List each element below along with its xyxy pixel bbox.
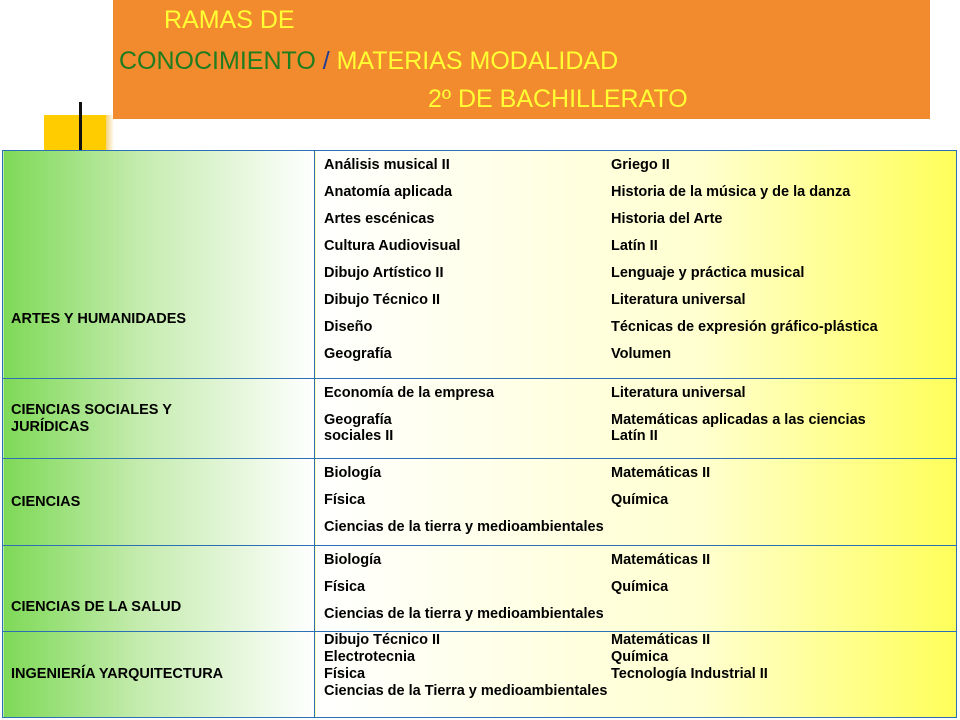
subject-line <box>315 259 956 286</box>
subject-line <box>315 205 956 232</box>
table-row-sociales <box>3 379 957 459</box>
subject-line <box>315 151 956 178</box>
subject-line <box>315 459 956 486</box>
branch-cell <box>3 459 315 546</box>
subject-line <box>315 649 956 666</box>
subjects-cell <box>315 632 957 718</box>
subject-right: Matemáticas aplicadas a las ciencias <box>611 412 866 428</box>
subject-right: Historia de la música y de la danza <box>611 184 851 200</box>
subject-line <box>315 232 956 259</box>
subject-right: Latín II <box>611 238 658 254</box>
subject-left: Dibujo Técnico II <box>324 292 441 308</box>
subject-line <box>315 340 956 367</box>
subject-left: sociales II <box>324 428 394 444</box>
subject-left: Diseño <box>324 319 373 335</box>
title-line-3: 2º DE BACHILLERATO <box>428 85 688 113</box>
branch-cell <box>3 546 315 632</box>
subject-left: Física <box>324 492 366 508</box>
table-row-ciencias <box>3 459 957 546</box>
branch-cell <box>3 151 315 379</box>
subject-right: Historia del Arte <box>611 211 723 227</box>
table-row-artes <box>3 151 957 379</box>
subject-left: Ciencias de la tierra y medioambientales <box>324 519 604 535</box>
subject-right: Química <box>611 579 669 595</box>
subject-left: Ciencias de la Tierra y medioambientales <box>324 683 608 699</box>
branch-label: CIENCIAS SOCIALES Y <box>11 401 172 418</box>
table-row-salud <box>3 546 957 632</box>
decorative-vertical-line <box>79 102 82 150</box>
subject-line <box>315 406 956 428</box>
subject-line <box>315 313 956 340</box>
subject-line <box>315 666 956 683</box>
branch-label: CIENCIAS DE LA SALUD <box>11 599 182 615</box>
subject-left: Biología <box>324 552 382 568</box>
subject-line <box>315 513 956 540</box>
subject-line <box>315 286 956 313</box>
branch-label: CIENCIAS <box>11 493 81 510</box>
subjects-table <box>2 150 957 718</box>
subject-right: Latín II <box>611 428 658 444</box>
subject-right: Química <box>611 492 669 508</box>
subject-left: Geografía <box>324 412 392 428</box>
subject-left: Anatomía aplicada <box>324 184 453 200</box>
subject-left: Dibujo Artístico II <box>324 265 444 281</box>
subject-line <box>315 600 956 627</box>
title-line-2 <box>119 46 618 76</box>
title-banner <box>113 0 930 119</box>
decorative-yellow-square <box>44 115 106 150</box>
subject-line <box>315 428 956 448</box>
subject-left: Artes escénicas <box>324 211 435 227</box>
subject-line <box>315 573 956 600</box>
title-line-1: RAMAS DE <box>164 6 295 34</box>
branch-label: ARTES Y HUMANIDADES <box>11 311 187 327</box>
subjects-cell <box>315 151 957 379</box>
subject-right: Griego II <box>611 157 670 173</box>
subject-right: Volumen <box>611 346 672 362</box>
subject-left: Física <box>324 579 366 595</box>
subject-right: Matemáticas II <box>611 632 711 648</box>
subject-left: Biología <box>324 465 382 481</box>
table-row-ingenieria <box>3 632 957 718</box>
subject-left: Ciencias de la tierra y medioambientales <box>324 606 604 622</box>
subject-right: Literatura universal <box>611 292 746 308</box>
subject-left: Cultura Audiovisual <box>324 238 461 254</box>
subject-right: Lenguaje y práctica musical <box>611 265 805 281</box>
subjects-cell <box>315 459 957 546</box>
subject-left: Análisis musical II <box>324 157 450 173</box>
subject-right: Matemáticas II <box>611 465 711 481</box>
subject-line <box>315 178 956 205</box>
subject-left: Física <box>324 666 366 682</box>
subjects-cell <box>315 379 957 459</box>
subject-right: Matemáticas II <box>611 552 711 568</box>
subject-left: Electrotecnia <box>324 649 416 665</box>
subject-line <box>315 486 956 513</box>
branch-label: INGENIERÍA YARQUITECTURA <box>11 666 224 682</box>
subject-right: Química <box>611 649 669 665</box>
title-materias-modalidad: MATERIAS MODALIDAD <box>336 47 619 75</box>
subject-line <box>315 632 956 649</box>
subject-left: Geografía <box>324 346 392 362</box>
subject-line <box>315 546 956 573</box>
subject-left: Economía de la empresa <box>324 385 495 401</box>
subject-left: Dibujo Técnico II <box>324 632 441 648</box>
subject-right: Literatura universal <box>611 385 746 401</box>
title-ramas-conocimiento: CONOCIMIENTO <box>119 47 316 75</box>
branch-cell <box>3 632 315 718</box>
subject-right: Técnicas de expresión gráfico-plástica <box>611 319 878 335</box>
subject-right: Tecnología Industrial II <box>611 666 768 682</box>
branch-cell <box>3 379 315 459</box>
decorative-square-shadow <box>106 115 114 150</box>
branch-label: JURÍDICAS <box>11 418 90 435</box>
title-separator: / <box>315 47 337 75</box>
subjects-cell <box>315 546 957 632</box>
subject-line <box>315 379 956 406</box>
subject-line <box>315 683 956 700</box>
